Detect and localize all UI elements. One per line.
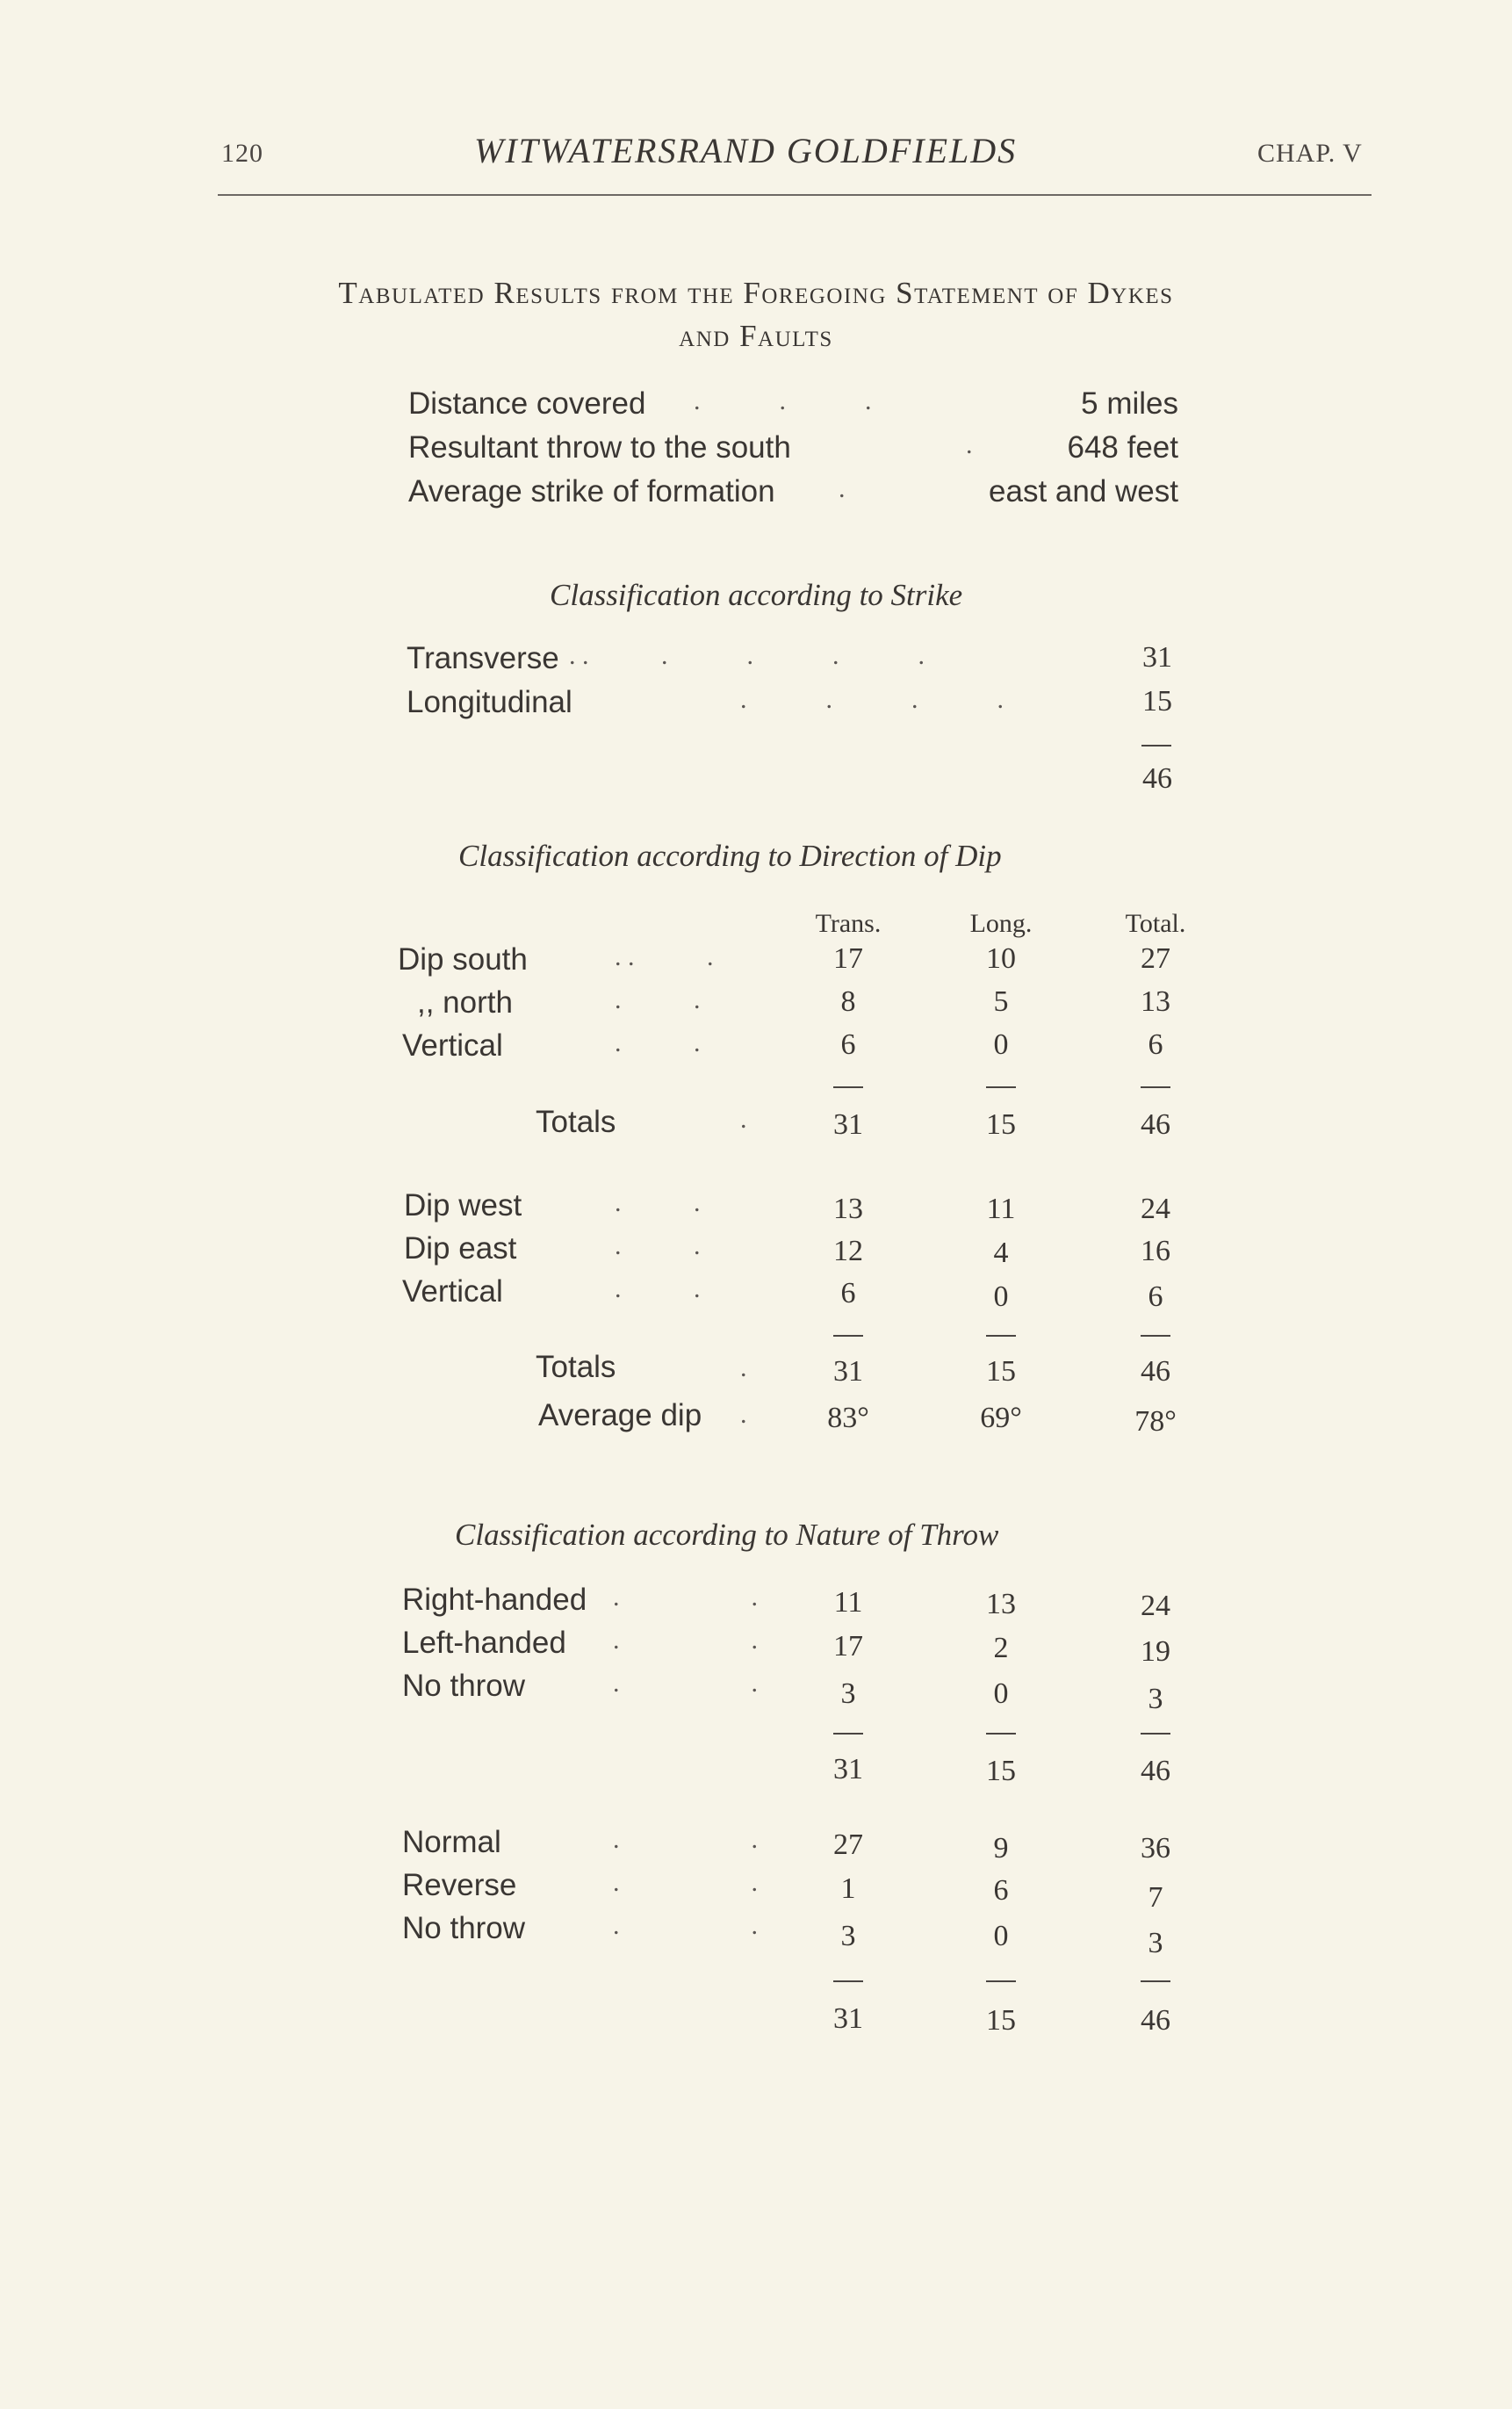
cell-trans: 3 xyxy=(840,1677,856,1710)
leader-dots: . . . . xyxy=(740,685,1004,714)
cell-trans: 31 xyxy=(833,1355,863,1388)
cell-trans: 6 xyxy=(840,1277,856,1309)
sum-rule xyxy=(1141,1980,1170,1982)
sum-rule xyxy=(833,1980,863,1982)
cell-long: 13 xyxy=(986,1588,1016,1620)
strike-value: 15 xyxy=(1142,685,1172,718)
dip-caption: Classification according to Direction of Dip xyxy=(458,839,1002,873)
leader-dots: . . . . . . xyxy=(569,641,925,670)
strike-caption: Classification according to Strike xyxy=(550,578,963,612)
table-row-label: Vertical xyxy=(402,1028,503,1063)
leader-dots: . . xyxy=(615,1188,701,1217)
totals-label: Totals xyxy=(536,1350,616,1384)
sum-rule xyxy=(833,1733,863,1735)
table-row-label: ,, north xyxy=(417,985,513,1020)
sum-rule xyxy=(1141,1086,1170,1088)
table-row-label: Dip east xyxy=(404,1231,517,1266)
cell-trans: 31 xyxy=(833,1108,863,1141)
cell-long: 0 xyxy=(993,1677,1009,1710)
column-header-total: Total. xyxy=(1125,909,1186,938)
column-header-long: Long. xyxy=(969,909,1033,938)
strike-label: Longitudinal xyxy=(407,685,572,719)
average-dip-label: Average dip xyxy=(538,1398,702,1432)
strike-total: 46 xyxy=(1142,762,1172,795)
summary-label: Average strike of formation xyxy=(408,474,775,508)
cell-total: 24 xyxy=(1141,1193,1170,1225)
leader-dots: . . xyxy=(615,1274,701,1303)
strike-label: Transverse xyxy=(407,641,559,675)
table-row-label: No throw xyxy=(402,1911,526,1945)
cell-long: 6 xyxy=(993,1874,1009,1907)
cell-long: 9 xyxy=(993,1832,1009,1864)
section-heading-line2: and Faults xyxy=(679,319,833,353)
cell-long: 0 xyxy=(993,1028,1009,1061)
cell-total: 7 xyxy=(1148,1881,1163,1914)
cell-total: 6 xyxy=(1148,1028,1163,1061)
summary-label: Distance covered xyxy=(408,386,646,421)
leader-dots: . . . xyxy=(615,942,714,971)
cell-total: 78° xyxy=(1134,1405,1177,1438)
cell-trans: 13 xyxy=(833,1193,863,1225)
cell-total: 46 xyxy=(1141,1355,1170,1388)
cell-trans: 17 xyxy=(833,1630,863,1662)
header-rule xyxy=(218,194,1372,196)
sum-rule xyxy=(833,1335,863,1337)
table-row-label: Reverse xyxy=(402,1868,517,1902)
summary-value: 648 feet xyxy=(1067,430,1178,465)
chapter-label: CHAP. V xyxy=(1257,139,1363,168)
sum-rule xyxy=(986,1086,1016,1088)
leader-dots: . . . xyxy=(694,386,872,415)
cell-trans: 31 xyxy=(833,1753,863,1785)
cell-total: 24 xyxy=(1141,1590,1170,1622)
sum-rule xyxy=(1141,1335,1170,1337)
cell-long: 4 xyxy=(993,1237,1009,1269)
cell-long: 0 xyxy=(993,1280,1009,1313)
cell-trans: 17 xyxy=(833,942,863,975)
throw-caption: Classification according to Nature of Throw xyxy=(455,1518,999,1552)
sum-rule xyxy=(986,1335,1016,1337)
cell-trans: 6 xyxy=(840,1028,856,1061)
cell-total: 3 xyxy=(1148,1683,1163,1715)
cell-total: 46 xyxy=(1141,1108,1170,1141)
cell-total: 46 xyxy=(1141,1755,1170,1787)
cell-trans: 83° xyxy=(827,1402,869,1434)
sum-rule xyxy=(833,1086,863,1088)
cell-trans: 27 xyxy=(833,1828,863,1861)
cell-total: 19 xyxy=(1141,1635,1170,1668)
leader-dots: . xyxy=(740,1400,747,1429)
sum-rule xyxy=(1141,1733,1170,1735)
cell-trans: 11 xyxy=(833,1586,863,1619)
cell-total: 46 xyxy=(1141,2004,1170,2037)
leader-dots: . . xyxy=(613,1669,758,1698)
leader-dots: . xyxy=(740,1353,747,1382)
cell-long: 2 xyxy=(993,1632,1009,1664)
cell-long: 0 xyxy=(993,1920,1009,1952)
summary-value: east and west xyxy=(989,474,1178,508)
leader-dots: . . xyxy=(615,1231,701,1260)
cell-total: 36 xyxy=(1141,1832,1170,1864)
table-row-label: Left-handed xyxy=(402,1626,566,1660)
cell-trans: 8 xyxy=(840,985,856,1018)
cell-long: 69° xyxy=(980,1402,1022,1434)
cell-trans: 3 xyxy=(840,1920,856,1952)
table-row-label: Right-handed xyxy=(402,1583,587,1617)
strike-value: 31 xyxy=(1142,641,1172,674)
table-row-label: Dip west xyxy=(404,1188,522,1223)
cell-total: 3 xyxy=(1148,1927,1163,1959)
leader-dots: . . xyxy=(613,1583,758,1612)
cell-long: 15 xyxy=(986,1108,1016,1141)
sum-rule xyxy=(1141,745,1171,747)
cell-total: 13 xyxy=(1141,985,1170,1018)
leader-dots: . xyxy=(966,430,973,459)
running-title: WITWATERSRAND GOLDFIELDS xyxy=(474,131,1018,170)
totals-label: Totals xyxy=(536,1105,616,1139)
cell-total: 16 xyxy=(1141,1235,1170,1267)
leader-dots: . . xyxy=(613,1626,758,1655)
table-row-label: Normal xyxy=(402,1825,501,1859)
leader-dots: . . xyxy=(615,1028,701,1057)
cell-long: 15 xyxy=(986,2004,1016,2037)
sum-rule xyxy=(986,1980,1016,1982)
leader-dots: . . xyxy=(613,1911,758,1940)
summary-label: Resultant throw to the south xyxy=(408,430,791,465)
table-row-label: Vertical xyxy=(402,1274,503,1309)
leader-dots: . . xyxy=(613,1868,758,1897)
cell-long: 15 xyxy=(986,1355,1016,1388)
leader-dots: . . xyxy=(613,1825,758,1854)
section-heading-line1: Tabulated Results from the Foregoing Statement of Dykes xyxy=(338,276,1174,310)
summary-value: 5 miles xyxy=(1081,386,1178,421)
cell-long: 10 xyxy=(986,942,1016,975)
table-row-label: No throw xyxy=(402,1669,526,1703)
page-number: 120 xyxy=(221,139,263,168)
cell-trans: 1 xyxy=(840,1872,856,1905)
cell-total: 27 xyxy=(1141,942,1170,975)
cell-trans: 31 xyxy=(833,2002,863,2035)
table-row-label: Dip south xyxy=(398,942,528,977)
column-header-trans: Trans. xyxy=(815,909,882,938)
cell-trans: 12 xyxy=(833,1235,863,1267)
cell-long: 5 xyxy=(993,985,1009,1018)
cell-long: 15 xyxy=(986,1755,1016,1787)
leader-dots: . xyxy=(740,1105,747,1134)
sum-rule xyxy=(986,1733,1016,1735)
cell-total: 6 xyxy=(1148,1280,1163,1313)
cell-long: 11 xyxy=(986,1193,1016,1225)
leader-dots: . xyxy=(839,474,846,503)
leader-dots: . . xyxy=(615,985,701,1014)
